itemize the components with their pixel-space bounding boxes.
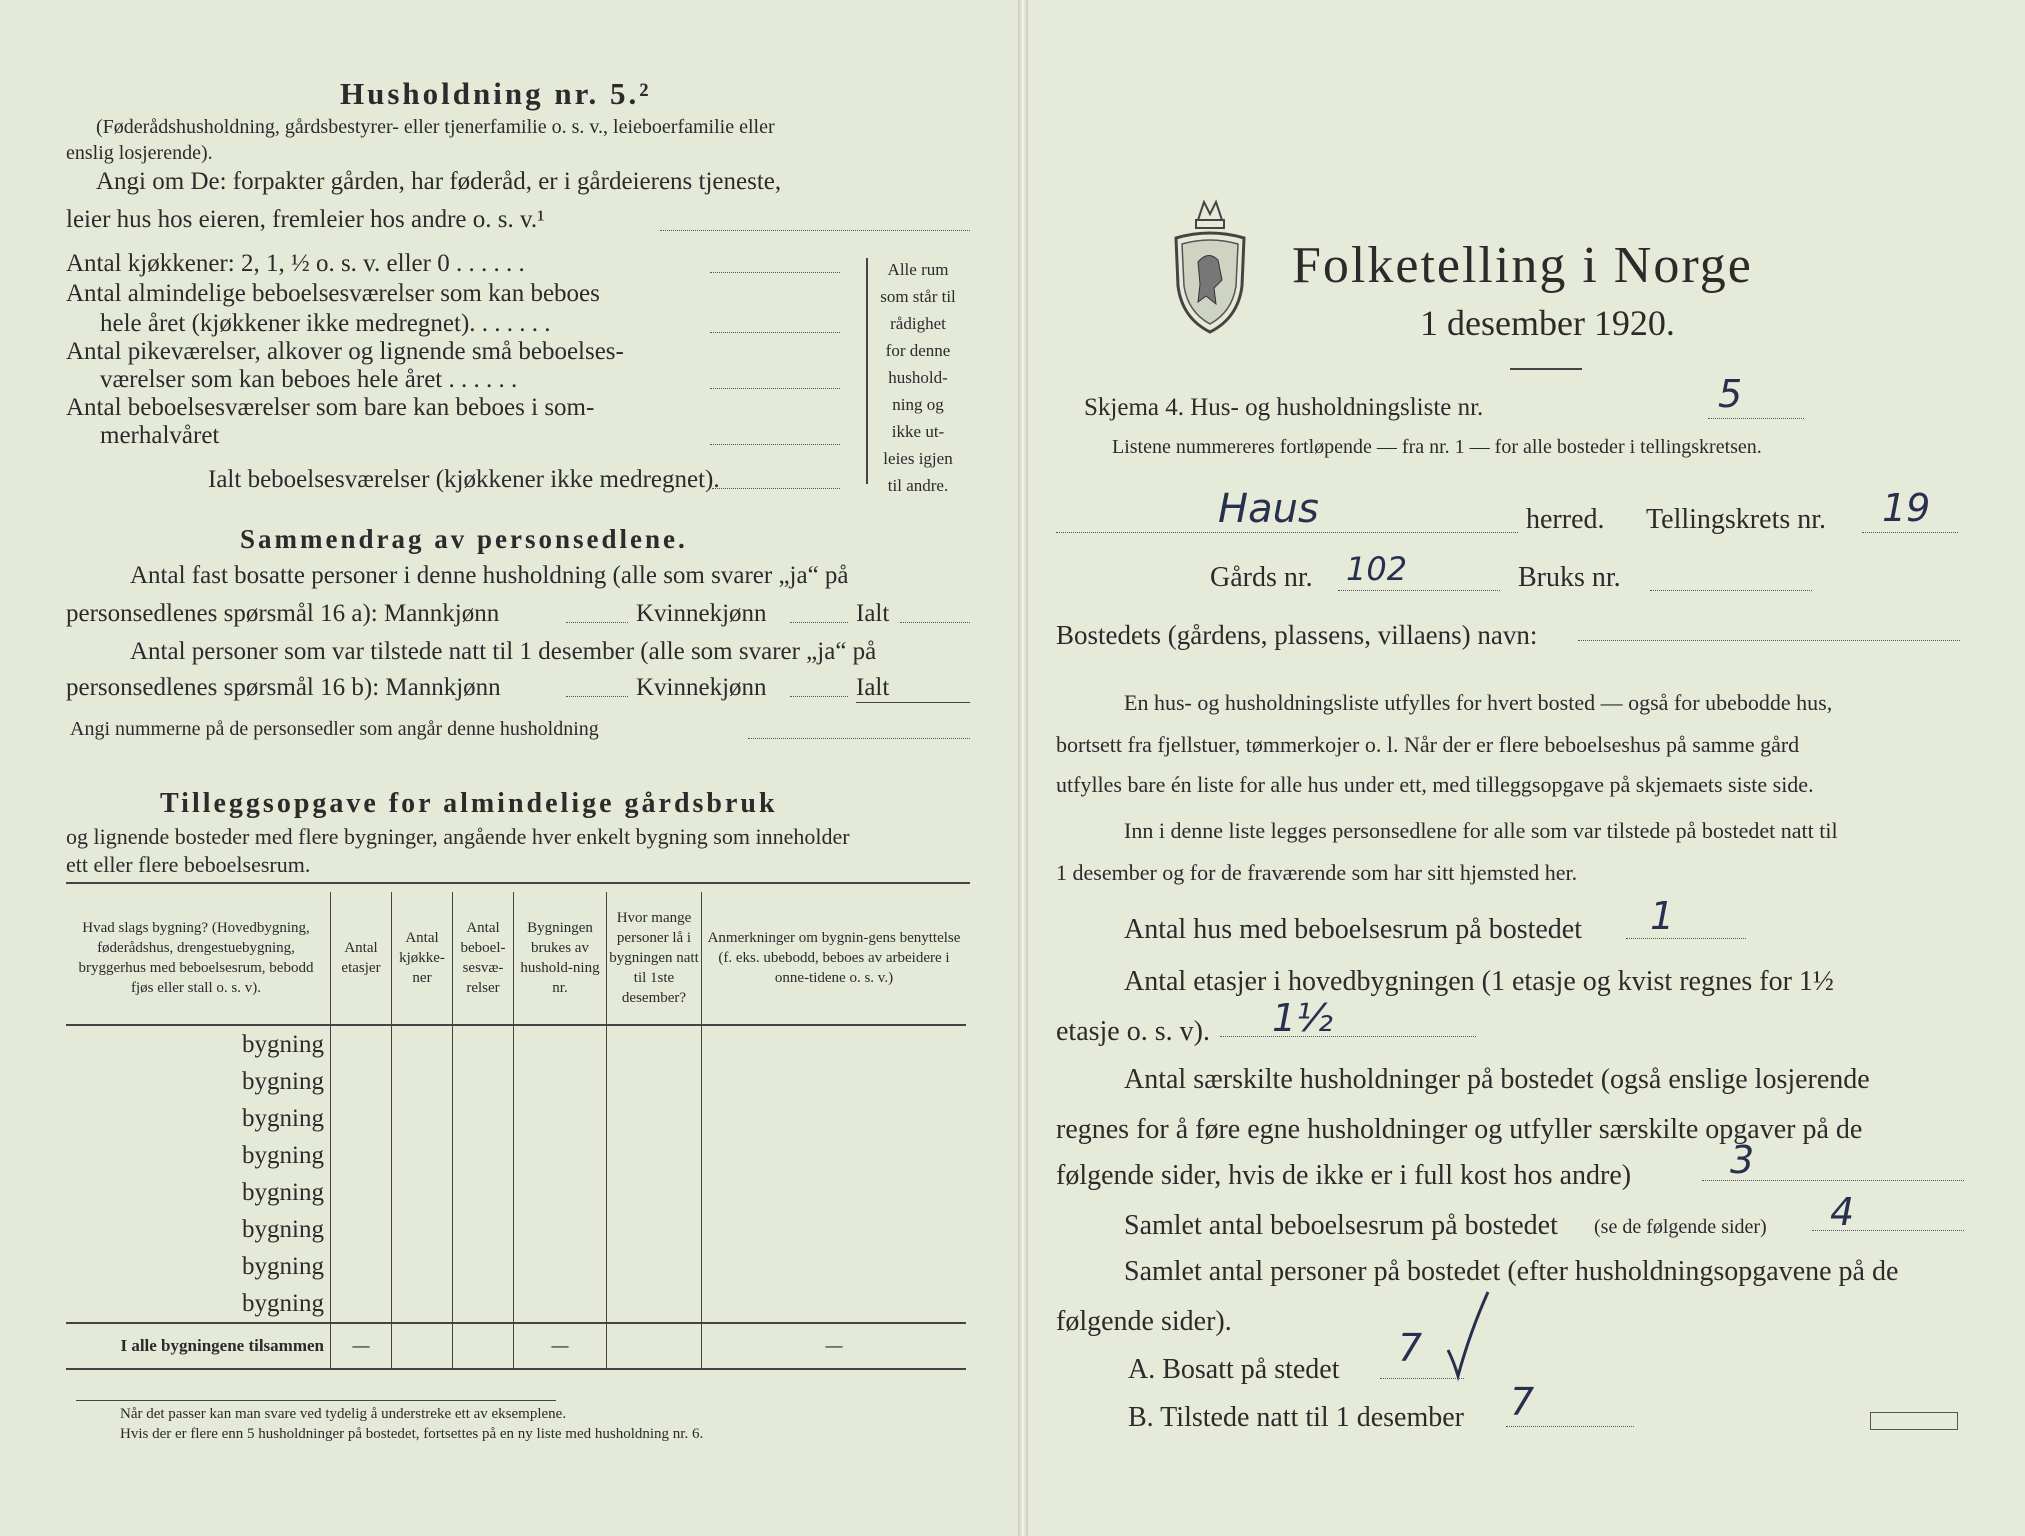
tellingskrets-value: 19 bbox=[1882, 486, 1931, 530]
para-line2: bortsett fra fjellstuer, tømmerkojer o. l. Når der er flere beboelseshus på samme gård bbox=[1056, 732, 1800, 757]
herred-label: herred. bbox=[1526, 504, 1605, 535]
total-label: I alle bygningene tilsammen bbox=[66, 1323, 331, 1369]
para-line4: Inn i denne liste legges personsedlene for alle som var tilstede på bostedet natt til bbox=[1124, 818, 1838, 843]
household-title: Husholdning nr. 5.² bbox=[340, 76, 652, 111]
bosatt-label: A. Bosatt på stedet bbox=[1128, 1354, 1340, 1385]
etasjer-line1: Antal etasjer i hovedbygningen (1 etasje og kvist regnes for 1½ bbox=[1124, 966, 1834, 997]
alm-line2: hele året (kjøkkener ikke medregnet). . . . . . . bbox=[100, 310, 551, 337]
table-row: bygning bbox=[66, 1100, 966, 1137]
hus-value: 1 bbox=[1650, 894, 1675, 938]
pike-line2: værelser som kan beboes hele året . . . . . . bbox=[100, 366, 518, 393]
som-line2: merhalvåret bbox=[100, 422, 220, 449]
table-row: bygning bbox=[66, 1285, 966, 1323]
tilst-line1: Antal personer som var tilstede natt til 1 desember (alle som svarer „ja“ på bbox=[130, 638, 877, 665]
alm-line1: Antal almindelige beboelsesværelser som kan beboes bbox=[66, 280, 600, 307]
tillegg-title: Tilleggsopgave for almindelige gårdsbruk bbox=[160, 788, 778, 819]
tellingskrets-label: Tellingskrets nr. bbox=[1646, 504, 1827, 535]
census-date: 1 desember 1920. bbox=[1420, 303, 1675, 343]
tillegg-line2: ett eller flere beboelsesrum. bbox=[66, 852, 311, 877]
footnote-2: Hvis der er flere enn 5 husholdninger på bostedet, fortsettes på en ny liste med husholdning nr. 6. bbox=[120, 1426, 704, 1442]
samlet-rum-label: Samlet antal beboelsesrum på bostedet bbox=[1124, 1210, 1558, 1241]
page-fold bbox=[1018, 0, 1028, 1536]
table-row: bygning bbox=[66, 1248, 966, 1285]
col-anmerkninger: Anmerkninger om bygnin-gens benyttelse (f. eks. ubebodd, beboes av arbeidere i onne-tidene o. s. v.) bbox=[702, 892, 967, 1025]
etasjer-line2: etasje o. s. v). bbox=[1056, 1016, 1210, 1047]
skjema-label: Skjema 4. Hus- og husholdningsliste nr. bbox=[1084, 394, 1484, 421]
table-header-row bbox=[66, 892, 966, 1025]
etasjer-value: 1½ bbox=[1272, 996, 1334, 1040]
main-title: Folketelling i Norge bbox=[1292, 237, 1753, 294]
col-kjokkener: Antal kjøkke-ner bbox=[392, 892, 453, 1025]
sarsk-value: 3 bbox=[1730, 1138, 1755, 1182]
samlet-rum-note: (se de følgende sider) bbox=[1594, 1216, 1767, 1238]
col-vaerelser: Antal beboel-sesvæ-relser bbox=[453, 892, 514, 1025]
tilstede-value: 7 bbox=[1510, 1380, 1535, 1424]
table-row: bygning bbox=[66, 1025, 966, 1063]
listene-note: Listene nummereres fortløpende — fra nr. 1 — for alle bosteder i tellingskretsen. bbox=[1112, 436, 1762, 458]
brace bbox=[852, 258, 868, 484]
tillegg-line1: og lignende bosteder med flere bygninger, angående hver enkelt bygning som inneholder bbox=[66, 824, 850, 849]
sarsk-line3: følgende sider, hvis de ikke er i full kost hos andre) bbox=[1056, 1160, 1632, 1191]
hus-label: Antal hus med beboelsesrum på bostedet bbox=[1124, 914, 1583, 945]
kjokkener-label: Antal kjøkkener: 2, 1, ½ o. s. v. eller 0 . . . . . . bbox=[66, 250, 525, 277]
table-row: bygning bbox=[66, 1174, 966, 1211]
bosatt-value: 7 bbox=[1398, 1326, 1423, 1370]
para-line3: utfylles bare én liste for alle hus under ett, med tilleggsopgave på skjemaets siste side. bbox=[1056, 772, 1814, 797]
col-hvad: Hvad slags bygning? (Hovedbygning, føderådshus, drengestuebygning, bryggerhus med beboelsesrum, bebodd fjøs eller stall o. s. v). bbox=[66, 892, 331, 1025]
tilst-line2b: Kvinnekjønn bbox=[636, 674, 767, 701]
bostedets-label: Bostedets (gårdens, plassens, villaens) navn: bbox=[1056, 620, 1538, 650]
table-row: bygning bbox=[66, 1137, 966, 1174]
fast-line2c: Ialt bbox=[856, 600, 890, 627]
para-line1: En hus- og husholdningsliste utfylles for hvert bosted — også for ubebodde hus, bbox=[1124, 690, 1833, 715]
sarsk-line2: regnes for å føre egne husholdninger og utfyller særskilte opgaver på de bbox=[1056, 1114, 1863, 1145]
fast-line2b: Kvinnekjønn bbox=[636, 600, 767, 627]
col-etasjer: Antal etasjer bbox=[331, 892, 392, 1025]
samlet-rum-value: 4 bbox=[1830, 1190, 1855, 1234]
sammendrag-title: Sammendrag av personsedlene. bbox=[240, 524, 688, 554]
herred-value: Haus bbox=[1218, 486, 1319, 532]
tilstede-label: B. Tilstede natt til 1 desember bbox=[1128, 1402, 1464, 1433]
col-personer: Hvor mange personer lå i bygningen natt til 1ste desember? bbox=[607, 892, 702, 1025]
intro-line2: enslig losjerende). bbox=[66, 142, 213, 164]
angi-line1: Angi om De: forpakter gården, har føderåd, er i gårdeierens tjeneste, bbox=[96, 168, 782, 195]
tilst-line2a: personsedlenes spørsmål 16 b): Mannkjønn bbox=[66, 674, 501, 701]
fast-line2a: personsedlenes spørsmål 16 a): Mannkjønn bbox=[66, 600, 500, 627]
coat-of-arms-icon bbox=[1168, 192, 1252, 338]
angi-line2: leier hus hos eieren, fremleier hos andre o. s. v.¹ bbox=[66, 206, 545, 233]
table-row: bygning bbox=[66, 1063, 966, 1100]
pike-line1: Antal pikeværelser, alkover og lignende små beboelses- bbox=[66, 338, 624, 365]
tilst-line2c: Ialt bbox=[856, 674, 890, 701]
printer-stamp bbox=[1870, 1412, 1958, 1430]
intro-line1: (Føderådshusholdning, gårdsbestyrer- eller tjenerfamilie o. s. v., leieboerfamilie eller bbox=[96, 116, 775, 138]
checkmark-icon bbox=[1444, 1288, 1494, 1382]
buildings-table bbox=[66, 892, 966, 1370]
gards-label: Gårds nr. bbox=[1210, 562, 1313, 593]
fast-line1: Antal fast bosatte personer i denne husholdning (alle som svarer „ja“ på bbox=[130, 562, 849, 589]
side-note: Alle rum som står til rådighet for denne hushold- ning og ikke ut- leies igjen til andre. bbox=[880, 260, 956, 495]
gards-value: 102 bbox=[1346, 550, 1408, 588]
som-line1: Antal beboelsesværelser som bare kan beboes i som- bbox=[66, 394, 595, 421]
sarsk-line1: Antal særskilte husholdninger på bostedet (også enslige losjerende bbox=[1124, 1064, 1870, 1095]
para-line5: 1 desember og for de fraværende som har sitt hjemsted her. bbox=[1056, 860, 1578, 885]
samlet-pers-line2: følgende sider). bbox=[1056, 1306, 1232, 1337]
bruks-label: Bruks nr. bbox=[1518, 562, 1621, 593]
ialt-label: Ialt beboelsesværelser (kjøkkener ikke medregnet). bbox=[208, 466, 720, 493]
col-husholdning: Bygningen brukes av hushold-ning nr. bbox=[514, 892, 607, 1025]
skjema-value: 5 bbox=[1718, 372, 1743, 416]
footnote-1: Når det passer kan man svare ved tydelig å understreke ett av eksemplene. bbox=[120, 1406, 567, 1422]
table-row: bygning bbox=[66, 1211, 966, 1248]
table-total-row: I alle bygningene tilsammen — — — bbox=[66, 1323, 966, 1369]
samlet-pers-line1: Samlet antal personer på bostedet (efter husholdningsopgavene på de bbox=[1124, 1256, 1899, 1287]
nummerne-label: Angi nummerne på de personsedler som angår denne husholdning bbox=[70, 718, 599, 740]
